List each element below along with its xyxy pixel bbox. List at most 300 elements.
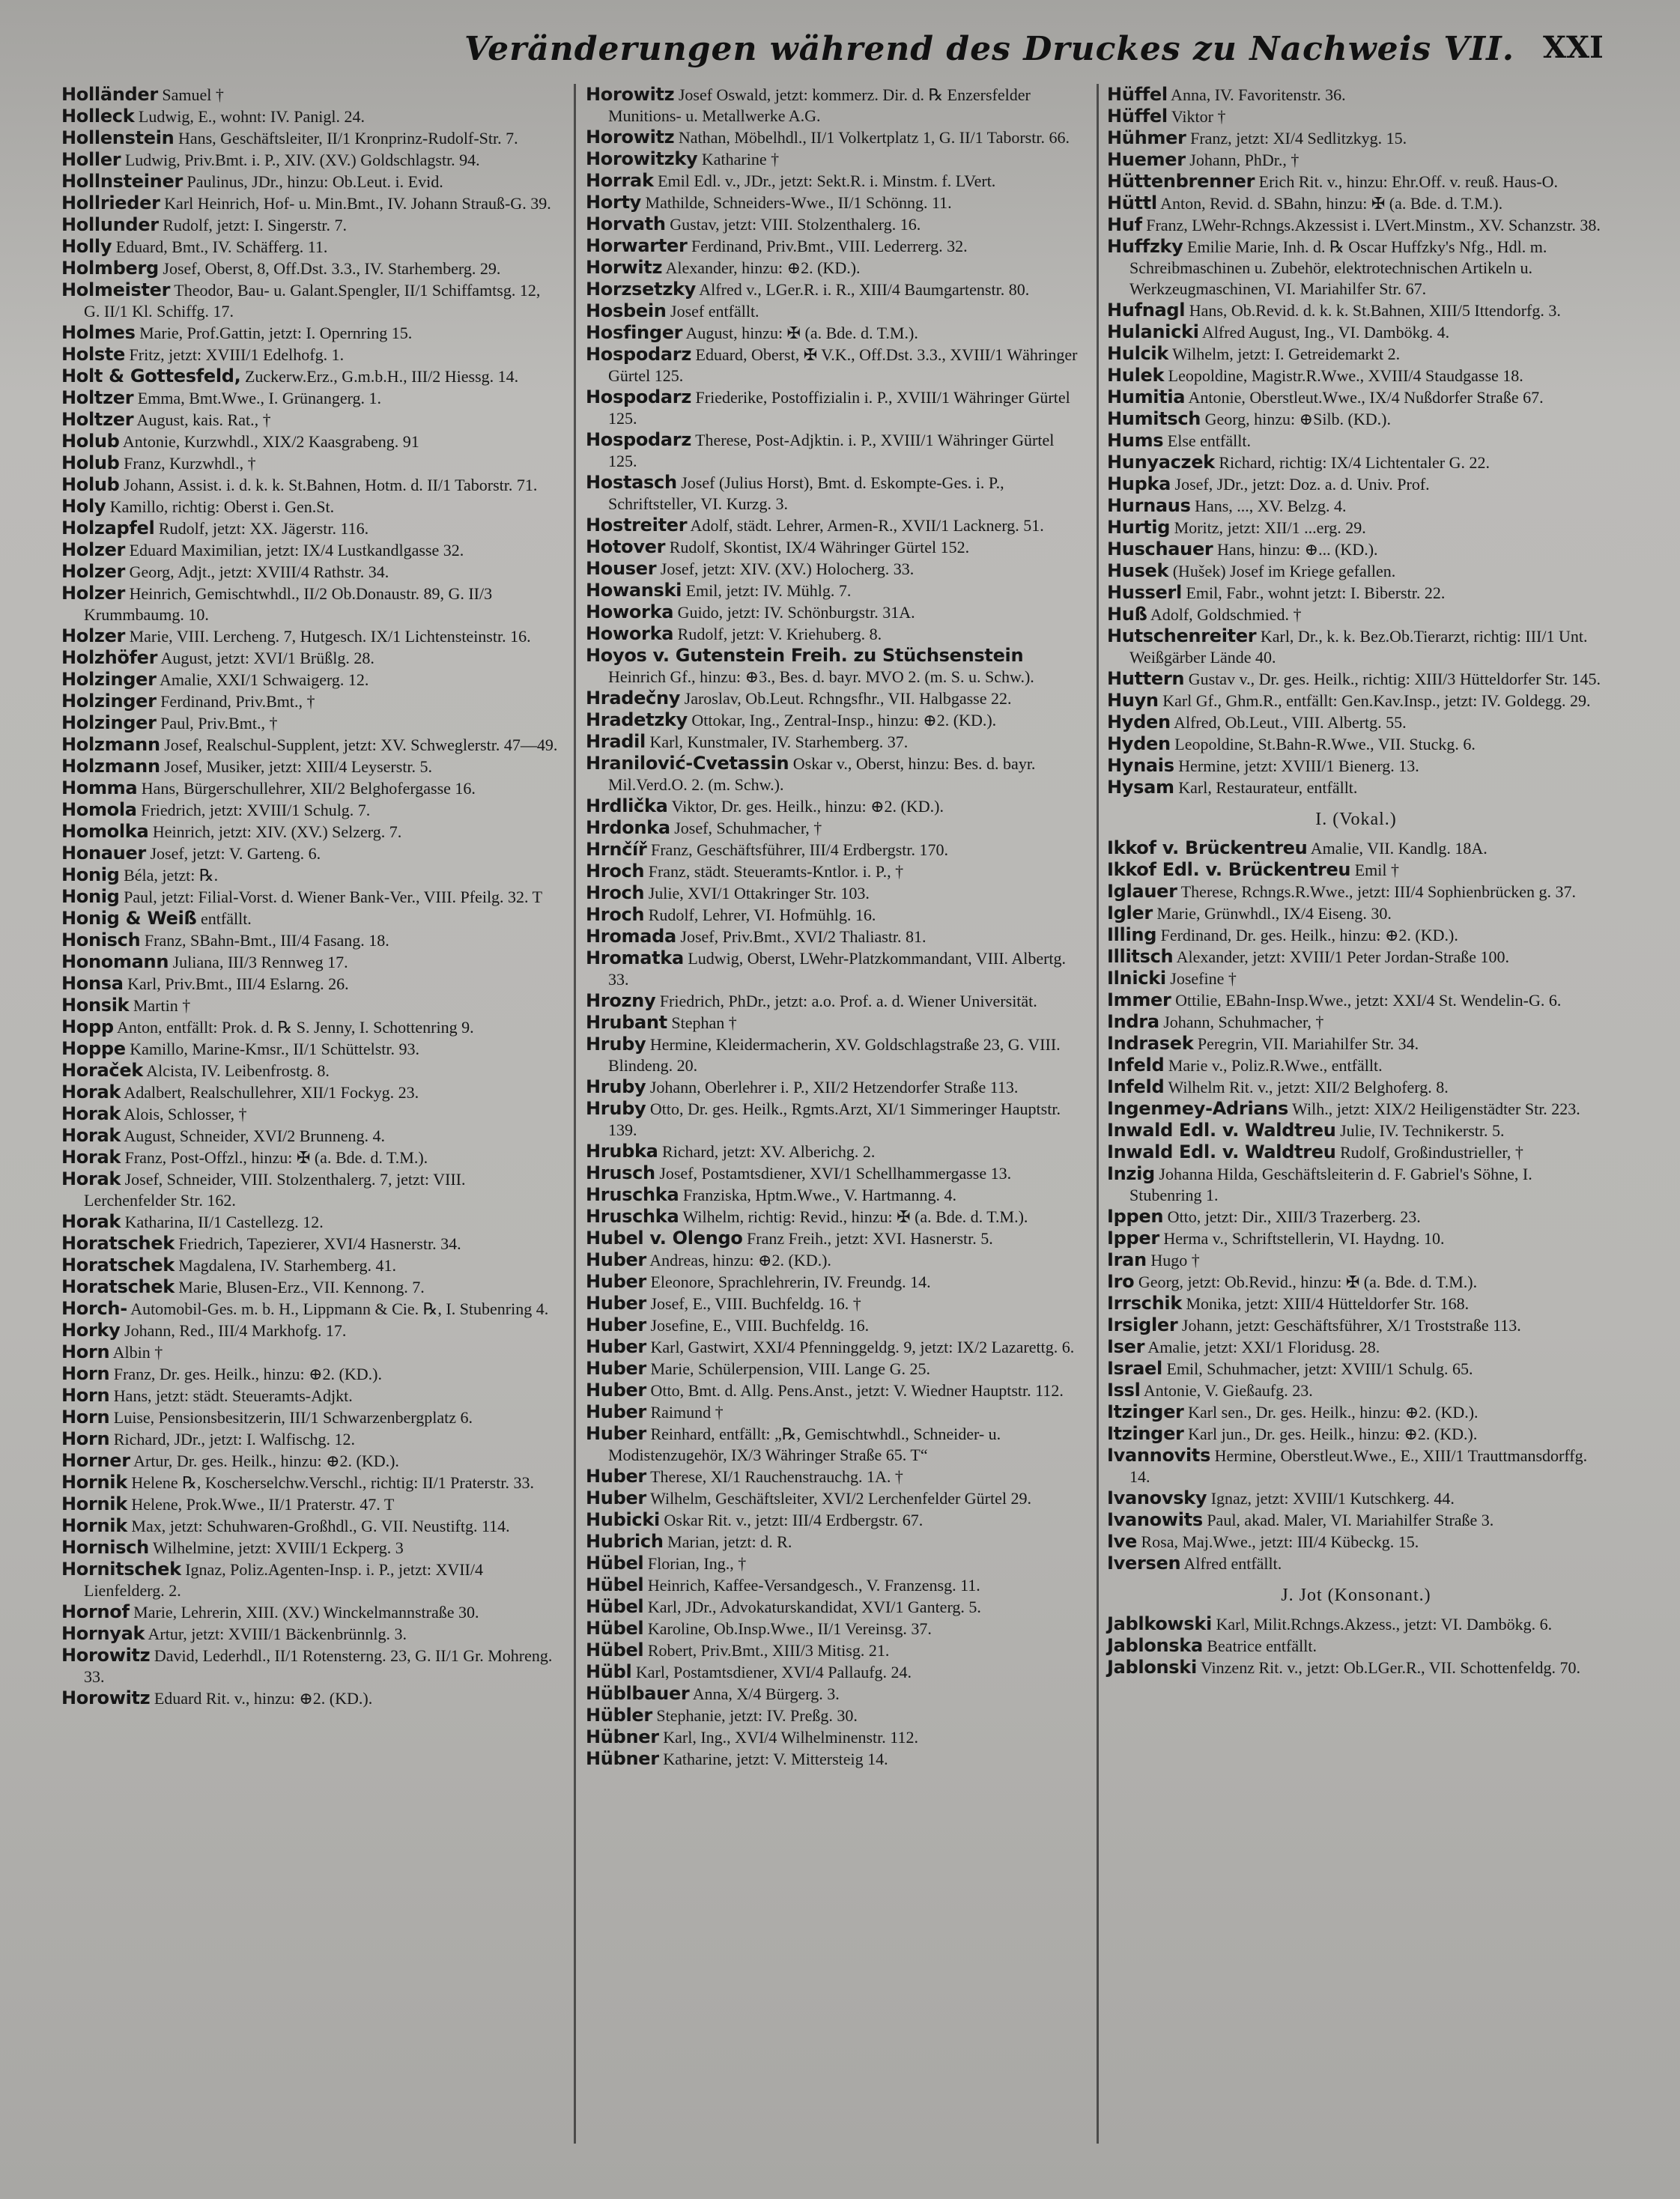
- entry-details: Katharine, jetzt: V. Mittersteig 14.: [658, 1750, 888, 1768]
- entry-surname: Ivanovsky: [1107, 1487, 1207, 1508]
- directory-entry: [61, 712, 560, 734]
- entry-details: Wilhelm, Geschäftsleiter, XVI/2 Lerchenfelder Gürtel 29.: [646, 1489, 1031, 1508]
- directory-entry: [586, 795, 1084, 817]
- directory-entry: [1107, 452, 1605, 473]
- directory-entry: [586, 882, 1084, 904]
- entry-details: Anton, entfällt: Prok. d. ℞ S. Jenny, I. Schottenring 9.: [113, 1018, 474, 1037]
- directory-entry: [61, 171, 560, 192]
- entry-surname: Honig: [61, 864, 120, 885]
- entry-details: Herma v., Schriftstellerin, VI. Haydng. 10.: [1159, 1229, 1445, 1248]
- directory-entry: [586, 1380, 1084, 1401]
- entry-details: August, kais. Rat., †: [133, 410, 271, 429]
- directory-entry: [586, 1141, 1084, 1162]
- entry-details: Emilie Marie, Inh. d. ℞ Oscar Huffzky's Nfg., Hdl. m. Schreibmaschinen u. Zubehör, elektrotechnischen Artikeln u. Werkzeugmaschinen, VI. Mariahilfer Str. 67.: [1129, 237, 1547, 298]
- entry-surname: Horak: [61, 1103, 121, 1124]
- directory-entry: [586, 947, 1084, 990]
- entry-surname: Holub: [61, 474, 120, 495]
- directory-entry: [1107, 149, 1605, 171]
- directory-entry: [1107, 1657, 1605, 1678]
- entry-surname: Horn: [61, 1363, 110, 1384]
- entry-surname: Horzsetzky: [586, 279, 696, 300]
- entry-surname: Holzapfel: [61, 518, 155, 539]
- entry-details: Reinhard, entfällt: „℞, Gemischtwhdl., Schneider- u. Modistenzugehör, IX/3 Währinger Straße 65. T“: [608, 1425, 1001, 1464]
- directory-entry: [61, 1298, 560, 1320]
- directory-entry: [586, 1661, 1084, 1683]
- entry-surname: Huber: [586, 1401, 646, 1422]
- entry-surname: Honsik: [61, 995, 130, 1016]
- entry-details: Erich Rit. v., hinzu: Ehr.Off. v. reuß. Haus-O.: [1255, 172, 1559, 191]
- directory-entry: [586, 709, 1084, 731]
- directory-entry: [61, 669, 560, 691]
- entry-details: Anna, X/4 Bürgerg. 3.: [689, 1684, 840, 1703]
- entry-surname: Holmberg: [61, 258, 159, 279]
- directory-entry: [61, 1168, 560, 1211]
- directory-entry: [586, 170, 1084, 192]
- entry-details: Oskar Rit. v., jetzt: III/4 Erdbergstr. 67.: [659, 1511, 924, 1529]
- entry-surname: Hroch: [586, 882, 645, 903]
- entry-details: Ludwig, E., wohnt: IV. Panigl. 24.: [134, 107, 365, 126]
- entry-surname: Holly: [61, 236, 112, 257]
- directory-entry: [586, 1034, 1084, 1076]
- entry-surname: Horn: [61, 1341, 110, 1362]
- entry-details: Karl, Priv.Bmt., III/4 Eslarng. 26.: [123, 974, 349, 993]
- entry-details: Hermine, jetzt: XVIII/1 Bienerg. 13.: [1174, 756, 1419, 775]
- entry-surname: Horak: [61, 1082, 121, 1102]
- entry-surname: Hornyak: [61, 1623, 145, 1644]
- entry-surname: Holy: [61, 496, 106, 517]
- entry-surname: Horvath: [586, 213, 666, 234]
- entry-surname: Horn: [61, 1407, 110, 1428]
- entry-surname: Huber: [586, 1380, 646, 1401]
- entry-surname: Humitia: [1107, 386, 1186, 407]
- directory-entry: [61, 1103, 560, 1125]
- directory-entry: [61, 258, 560, 279]
- directory-entry: [61, 625, 560, 647]
- directory-entry: [586, 386, 1084, 429]
- entry-surname: Hrdonka: [586, 817, 670, 838]
- entry-surname: Hroch: [586, 861, 645, 882]
- directory-entry: [1107, 517, 1605, 539]
- directory-entry: [1107, 903, 1605, 924]
- directory-entry: [1107, 1120, 1605, 1141]
- entry-details: David, Lederhdl., II/1 Rotensterng. 23, G. II/1 Gr. Mohreng. 33.: [84, 1646, 553, 1686]
- directory-entry: [586, 1249, 1084, 1271]
- entry-surname: Irrschik: [1107, 1293, 1182, 1314]
- entry-details: Amalie, VII. Kandlg. 18A.: [1307, 839, 1488, 858]
- directory-entry: [1107, 1206, 1605, 1228]
- entry-details: Antonie, Oberstleut.Wwe., IX/4 Nußdorfer Straße 67.: [1185, 388, 1544, 407]
- entry-surname: Hupka: [1107, 473, 1171, 494]
- entry-surname: Holub: [61, 431, 120, 452]
- column-left: [61, 84, 560, 1709]
- entry-details: Paul, Priv.Bmt., †: [156, 714, 278, 733]
- directory-entry: [586, 1336, 1084, 1358]
- directory-entry: [586, 1509, 1084, 1531]
- entry-surname: Huber: [586, 1487, 646, 1508]
- directory-entry: [61, 1623, 560, 1645]
- directory-entry: [61, 756, 560, 777]
- entry-surname: Hübl: [586, 1661, 632, 1682]
- entry-details: Johanna Hilda, Geschäftsleiterin d. F. Gabriel's Söhne, I. Stubenring 1.: [1129, 1165, 1532, 1204]
- entry-details: Alfred entfällt.: [1180, 1554, 1282, 1573]
- entry-details: Therese, XI/1 Rauchenstrauchg. 1A. †: [646, 1467, 903, 1486]
- entry-details: Hugo †: [1146, 1251, 1200, 1270]
- directory-entry: [1107, 1336, 1605, 1358]
- entry-details: Josef, Priv.Bmt., XVI/2 Thaliastr. 81.: [676, 927, 927, 946]
- section-heading: J. Jot (Konsonant.): [1281, 1586, 1431, 1605]
- directory-entry: [61, 1385, 560, 1407]
- entry-surname: Holzmann: [61, 734, 160, 755]
- entry-details: Magdalena, IV. Starhemberg. 41.: [174, 1256, 397, 1275]
- entry-details: Monika, jetzt: XIII/4 Hütteldorfer Str. 168.: [1182, 1294, 1470, 1313]
- entry-surname: Homola: [61, 799, 137, 820]
- entry-details: August, hinzu: ✠ (a. Bde. d. T.M.).: [682, 324, 918, 342]
- column-divider: [574, 84, 576, 2144]
- directory-entry: [586, 1423, 1084, 1466]
- entry-surname: Hurtig: [1107, 517, 1171, 538]
- entry-details: Josef, E., VIII. Buchfeldg. 16. †: [646, 1294, 861, 1313]
- entry-surname: Hornitschek: [61, 1559, 181, 1580]
- directory-entry: [61, 1407, 560, 1428]
- entry-details: Richard, jetzt: XV. Alberichg. 2.: [658, 1142, 876, 1161]
- directory-entry: [61, 886, 560, 908]
- entry-surname: Iser: [1107, 1336, 1145, 1357]
- directory-entry: [61, 1341, 560, 1363]
- entry-surname: Ipper: [1107, 1228, 1159, 1249]
- entry-details: Karl, Gastwirt, XXI/4 Pfenninggeldg. 9, jetzt: IX/2 Lazarettg. 6.: [646, 1338, 1075, 1356]
- entry-surname: Hulcik: [1107, 343, 1169, 364]
- directory-entry: [586, 1271, 1084, 1293]
- entry-surname: Holleck: [61, 106, 135, 127]
- entry-details: Zuckerw.Erz., G.m.b.H., III/2 Hiessg. 14.: [240, 367, 519, 386]
- entry-details: Johann, Oberlehrer i. P., XII/2 Hetzendorfer Straße 113.: [646, 1078, 1019, 1097]
- entry-surname: Hrubka: [586, 1141, 658, 1162]
- entry-details: Franz, jetzt: XI/4 Sedlitzkyg. 15.: [1186, 129, 1407, 148]
- entry-surname: Horowitz: [586, 84, 675, 105]
- entry-details: Paul, akad. Maler, VI. Mariahilfer Straße 3.: [1202, 1511, 1494, 1529]
- entry-surname: Huber: [586, 1466, 646, 1487]
- entry-details: Alois, Schlosser, †: [121, 1105, 247, 1123]
- entry-surname: Horatschek: [61, 1233, 175, 1254]
- entry-details: Emil, Fabr., wohnt jetzt: I. Biberstr. 22.: [1181, 583, 1446, 602]
- entry-surname: Holzer: [61, 583, 126, 604]
- entry-surname: Hübner: [586, 1748, 659, 1769]
- directory-entry: [586, 926, 1084, 947]
- entry-details: Andreas, hinzu: ⊕2. (KD.).: [646, 1251, 831, 1270]
- directory-entry: [586, 817, 1084, 839]
- entry-surname: Hüblbauer: [586, 1683, 690, 1704]
- entry-surname: Huschauer: [1107, 539, 1213, 559]
- directory-entry: [586, 1012, 1084, 1034]
- entry-details: (Hušek) Josef im Kriege gefallen.: [1168, 562, 1396, 580]
- entry-details: Franz, Dr. ges. Heilk., hinzu: ⊕2. (KD.).: [109, 1365, 382, 1383]
- entry-surname: Horaček: [61, 1060, 143, 1081]
- directory-entry: [61, 387, 560, 409]
- entry-surname: Hufnagl: [1107, 300, 1186, 321]
- entry-surname: Holzer: [61, 561, 126, 582]
- column-middle: [586, 84, 1084, 1770]
- entry-details: Josef, jetzt: V. Garteng. 6.: [145, 844, 321, 863]
- directory-entry: [61, 1537, 560, 1559]
- entry-details: Josefine, E., VIII. Buchfeldg. 16.: [646, 1316, 870, 1335]
- entry-details: Peregrin, VII. Mariahilfer Str. 34.: [1193, 1034, 1419, 1053]
- entry-details: Ignaz, jetzt: XVIII/1 Kutschkerg. 44.: [1207, 1489, 1455, 1508]
- entry-details: Karoline, Ob.Insp.Wwe., II/1 Vereinsg. 37.: [643, 1619, 932, 1638]
- entry-surname: Hruschka: [586, 1184, 679, 1205]
- entry-details: Artur, jetzt: XVIII/1 Bäckenbrünnlg. 3.: [145, 1625, 407, 1643]
- entry-surname: Immer: [1107, 989, 1171, 1010]
- entry-details: Josefine †: [1165, 969, 1237, 988]
- entry-details: Kamillo, Marine-Kmsr., II/1 Schüttelstr. 93.: [125, 1040, 420, 1058]
- entry-details: Therese, Post-Adjktin. i. P., XVIII/1 Währinger Gürtel 125.: [608, 431, 1055, 470]
- entry-details: Josef, Musiker, jetzt: XIII/4 Leyserstr. 5.: [160, 757, 433, 776]
- entry-surname: Itzinger: [1107, 1423, 1184, 1444]
- entry-details: Georg, hinzu: ⊕Silb. (KD.).: [1201, 410, 1391, 428]
- entry-details: Georg, Adjt., jetzt: XVIII/4 Rathstr. 34.: [125, 562, 389, 581]
- directory-entry: [1107, 1293, 1605, 1314]
- entry-surname: Holzinger: [61, 691, 157, 712]
- directory-entry: [1107, 236, 1605, 300]
- entry-surname: Hubrich: [586, 1531, 664, 1552]
- entry-surname: Horty: [586, 192, 642, 213]
- entry-surname: Hübel: [586, 1640, 644, 1660]
- directory-entry: [61, 908, 560, 929]
- entry-details: Anna, IV. Favoritenstr. 36.: [1167, 85, 1346, 104]
- entry-details: Hermine, Kleidermacherin, XV. Goldschlagstraße 23, G. VIII. Blindeng. 20.: [608, 1035, 1061, 1075]
- directory-entry: [61, 1211, 560, 1233]
- directory-entry: [586, 1466, 1084, 1487]
- entry-details: Fritz, jetzt: XVIII/1 Edelhofg. 1.: [125, 345, 345, 364]
- entry-surname: Hubicki: [586, 1509, 660, 1530]
- entry-surname: Howorka: [586, 623, 674, 644]
- entry-details: Alcista, IV. Leibenfrostg. 8.: [142, 1061, 330, 1080]
- directory-entry: [61, 561, 560, 583]
- entry-surname: Infeld: [1107, 1055, 1165, 1076]
- entry-surname: Holzer: [61, 539, 126, 560]
- section-heading: I. (Vokal.): [1315, 810, 1397, 829]
- entry-details: Otto, Bmt. d. Allg. Pens.Anst., jetzt: V. Wiedner Hauptstr. 112.: [646, 1381, 1064, 1400]
- entry-details: Franz Freih., jetzt: XVI. Hasnerstr. 5.: [742, 1229, 993, 1248]
- directory-entry: [61, 1147, 560, 1168]
- directory-entry: [586, 1401, 1084, 1423]
- entry-surname: Horky: [61, 1320, 121, 1341]
- entry-surname: Holzer: [61, 625, 126, 646]
- entry-surname: Hrozny: [586, 990, 656, 1011]
- directory-entry: [1107, 924, 1605, 946]
- entry-details: Josef, JDr., jetzt: Doz. a. d. Univ. Prof.: [1171, 475, 1430, 494]
- column-right: [1107, 84, 1605, 1678]
- entry-surname: Honomann: [61, 951, 169, 972]
- entry-surname: Howorka: [586, 601, 674, 622]
- entry-surname: Horak: [61, 1125, 121, 1146]
- directory-entry: [1107, 408, 1605, 430]
- directory-entry: [1107, 386, 1605, 408]
- entry-details: Alfred August, Ing., VI. Dambökg. 4.: [1198, 323, 1450, 342]
- entry-details: Wilh., jetzt: XIX/2 Heiligenstädter Str. 223.: [1288, 1100, 1580, 1118]
- entry-surname: Huffzky: [1107, 236, 1183, 257]
- entry-details: Otto, Dr. ges. Heilk., Rgmts.Arzt, XI/1 Simmeringer Hauptstr. 139.: [608, 1100, 1061, 1139]
- directory-entry: [586, 645, 1084, 688]
- directory-entry: [1107, 582, 1605, 604]
- entry-details: Albin †: [109, 1343, 163, 1362]
- entry-details: Leopoldine, Magistr.R.Wwe., XVIII/4 Staudgasse 18.: [1164, 366, 1523, 385]
- entry-surname: Hoyos v. Gutenstein Freih. zu Stüchsenstein: [586, 645, 1024, 666]
- entry-surname: Honisch: [61, 929, 141, 950]
- entry-details: Hans, ..., XV. Belzg. 4.: [1190, 497, 1347, 515]
- directory-entry: [61, 734, 560, 756]
- directory-entry: [61, 1601, 560, 1623]
- entry-details: Josef, Postamtsdiener, XVI/1 Schellhammergasse 13.: [655, 1164, 1012, 1183]
- entry-surname: Hruby: [586, 1076, 646, 1097]
- entry-surname: Hüffel: [1107, 84, 1168, 105]
- entry-details: Josef, Schuhmacher, †: [670, 819, 822, 837]
- entry-details: Friedrich, Tapezierer, XVI/4 Hasnerstr. 34.: [174, 1234, 461, 1253]
- directory-entry: [61, 1363, 560, 1385]
- entry-details: Katharine †: [697, 150, 780, 169]
- directory-entry: [61, 539, 560, 561]
- entry-details: Beatrice entfällt.: [1202, 1637, 1317, 1655]
- entry-surname: Hysam: [1107, 777, 1174, 798]
- directory-entry: [1107, 127, 1605, 149]
- directory-entry: [61, 409, 560, 431]
- directory-entry: [61, 127, 560, 149]
- directory-entry: [1107, 604, 1605, 625]
- entry-details: Adalbert, Realschullehrer, XII/1 Fockyg. 23.: [121, 1083, 419, 1102]
- directory-entry: [61, 647, 560, 669]
- directory-entry: [1107, 1401, 1605, 1423]
- entry-details: Emil Edl. v., JDr., jetzt: Sekt.R. i. Minstm. f. LVert.: [653, 172, 996, 190]
- entry-details: August, Schneider, XVI/2 Brunneng. 4.: [121, 1126, 385, 1145]
- entry-details: Wilhelmine, jetzt: XVIII/1 Eckperg. 3: [148, 1538, 404, 1557]
- entry-surname: Houser: [586, 558, 657, 579]
- entry-details: Antonie, V. Gießaufg. 23.: [1140, 1381, 1313, 1400]
- directory-entry: [586, 1487, 1084, 1509]
- entry-details: Otto, jetzt: Dir., XIII/3 Trazerberg. 23.: [1163, 1207, 1421, 1226]
- entry-details: entfällt.: [196, 909, 252, 928]
- directory-entry: [61, 843, 560, 864]
- entry-details: Vinzenz Rit. v., jetzt: Ob.LGer.R., VII. Schottenfeldg. 70.: [1196, 1658, 1581, 1677]
- entry-details: Franz, SBahn-Bmt., III/4 Fasang. 18.: [140, 931, 389, 950]
- directory-entry: [586, 1206, 1084, 1228]
- directory-entry: [1107, 1076, 1605, 1098]
- entry-surname: Illing: [1107, 924, 1157, 945]
- directory-entry: [61, 518, 560, 539]
- directory-entry: [1107, 1531, 1605, 1553]
- entry-surname: Huber: [586, 1249, 646, 1270]
- entry-surname: Huf: [1107, 214, 1142, 235]
- entry-surname: Holub: [61, 452, 120, 473]
- directory-entry: [586, 688, 1084, 709]
- entry-details: Juliana, III/3 Rennweg 17.: [169, 953, 348, 971]
- entry-details: Amalie, XXI/1 Schwaigerg. 12.: [156, 670, 369, 689]
- directory-entry: [1107, 539, 1605, 560]
- entry-details: Franz, städt. Steueramts-Kntlor. i. P., †: [644, 862, 904, 881]
- directory-entry: [61, 431, 560, 452]
- directory-entry: [1107, 712, 1605, 733]
- entry-surname: Ingenmey-Adrians: [1107, 1098, 1289, 1119]
- directory-entry: [586, 1705, 1084, 1726]
- entry-details: Therese, Rchngs.R.Wwe., jetzt: III/4 Sophienbrücken g. 37.: [1177, 882, 1576, 901]
- directory-entry: [586, 1683, 1084, 1705]
- entry-details: Josef Oswald, jetzt: kommerz. Dir. d. ℞ Enzersfelder Munitions- u. Metallwerke A.G.: [608, 85, 1031, 125]
- entry-surname: Hübel: [586, 1618, 644, 1639]
- entry-details: Wilhelm, richtig: Revid., hinzu: ✠ (a. Bde. d. T.M.).: [679, 1207, 1028, 1226]
- entry-surname: Hüttenbrenner: [1107, 171, 1255, 192]
- entry-details: Heinrich, jetzt: XIV. (XV.) Selzerg. 7.: [148, 822, 402, 841]
- entry-details: Karl, JDr., Advokaturskandidat, XVI/1 Ganterg. 5.: [643, 1598, 981, 1616]
- entry-details: Paulinus, JDr., hinzu: Ob.Leut. i. Evid.: [182, 172, 443, 191]
- entry-surname: Hradil: [586, 731, 646, 752]
- entry-details: Paul, jetzt: Filial-Vorst. d. Wiener Bank-Ver., VIII. Pfeilg. 32. T: [119, 888, 543, 906]
- entry-surname: Homolka: [61, 821, 149, 842]
- directory-entry: [586, 148, 1084, 170]
- directory-entry: [586, 1640, 1084, 1661]
- directory-entry: [61, 496, 560, 518]
- entry-surname: Infeld: [1107, 1076, 1165, 1097]
- entry-details: Franz, Geschäftsführer, III/4 Erdbergstr. 170.: [646, 840, 949, 859]
- entry-surname: Hornik: [61, 1472, 127, 1493]
- entry-surname: Horn: [61, 1385, 110, 1406]
- entry-details: Franz, LWehr-Rchngs.Akzessist i. LVert.Minstm., XV. Schanzstr. 38.: [1141, 216, 1601, 234]
- directory-entry: [1107, 1055, 1605, 1076]
- entry-surname: Holmeister: [61, 279, 171, 300]
- directory-entry: [61, 344, 560, 366]
- entry-surname: Hunyaczek: [1107, 452, 1215, 473]
- running-title: Veränderungen während des Druckes zu Nachweis VII.: [464, 30, 1515, 68]
- entry-surname: Hornik: [61, 1515, 127, 1536]
- entry-surname: Hübler: [586, 1705, 652, 1726]
- entry-surname: Horatschek: [61, 1255, 175, 1276]
- entry-surname: Huber: [586, 1293, 646, 1314]
- entry-surname: Hübner: [586, 1726, 659, 1747]
- directory-entry: [61, 799, 560, 821]
- entry-surname: Iglauer: [1107, 881, 1177, 902]
- entry-surname: Indra: [1107, 1011, 1159, 1032]
- directory-entry: [586, 1618, 1084, 1640]
- entry-surname: Hrubant: [586, 1012, 667, 1033]
- entry-details: Theodor, Bau- u. Galant.Spengler, II/1 Schiffamtsg. 12, G. II/1 Kl. Schiffg. 17.: [84, 281, 541, 321]
- entry-details: Jaroslav, Ob.Leut. Rchngsfhr., VII. Halbgasse 22.: [680, 689, 1012, 708]
- entry-details: Ferdinand, Priv.Bmt., VIII. Lederrerg. 32.: [687, 237, 968, 255]
- directory-entry: [61, 821, 560, 843]
- entry-surname: Ive: [1107, 1531, 1137, 1552]
- entry-surname: Horwitz: [586, 257, 663, 278]
- directory-entry: [586, 1596, 1084, 1618]
- directory-entry: [586, 344, 1084, 386]
- directory-entry: [61, 691, 560, 712]
- entry-surname: Hüttl: [1107, 192, 1157, 213]
- directory-entry: [586, 322, 1084, 344]
- entry-details: Wilhelm, jetzt: I. Getreidemarkt 2.: [1168, 345, 1401, 363]
- entry-details: Franz, Kurzwhdl., †: [119, 454, 256, 473]
- directory-entry: [1107, 733, 1605, 755]
- directory-entry: [586, 839, 1084, 861]
- entry-details: Ludwig, Oberst, LWehr-Platzkommandant, VIII. Albertg. 33.: [608, 949, 1067, 989]
- entry-details: Rudolf, jetzt: I. Singerstr. 7.: [158, 216, 347, 234]
- entry-details: Emil, Schuhmacher, jetzt: XVIII/1 Schulg. 65.: [1162, 1359, 1473, 1378]
- entry-details: August, jetzt: XVI/1 Brüßlg. 28.: [157, 649, 374, 667]
- entry-surname: Irsigler: [1107, 1314, 1178, 1335]
- entry-details: Else entfällt.: [1163, 431, 1251, 450]
- entry-surname: Hynais: [1107, 755, 1174, 776]
- entry-surname: Hradetzky: [586, 709, 688, 730]
- entry-surname: Hollrieder: [61, 192, 160, 213]
- entry-details: Ottokar, Ing., Zentral-Insp., hinzu: ⊕2. (KD.).: [687, 711, 997, 730]
- directory-entry: [1107, 755, 1605, 777]
- entry-details: Ottilie, EBahn-Insp.Wwe., jetzt: XXI/4 St. Wendelin-G. 6.: [1171, 991, 1562, 1010]
- entry-surname: Holmes: [61, 322, 136, 343]
- entry-surname: Hotover: [586, 536, 666, 557]
